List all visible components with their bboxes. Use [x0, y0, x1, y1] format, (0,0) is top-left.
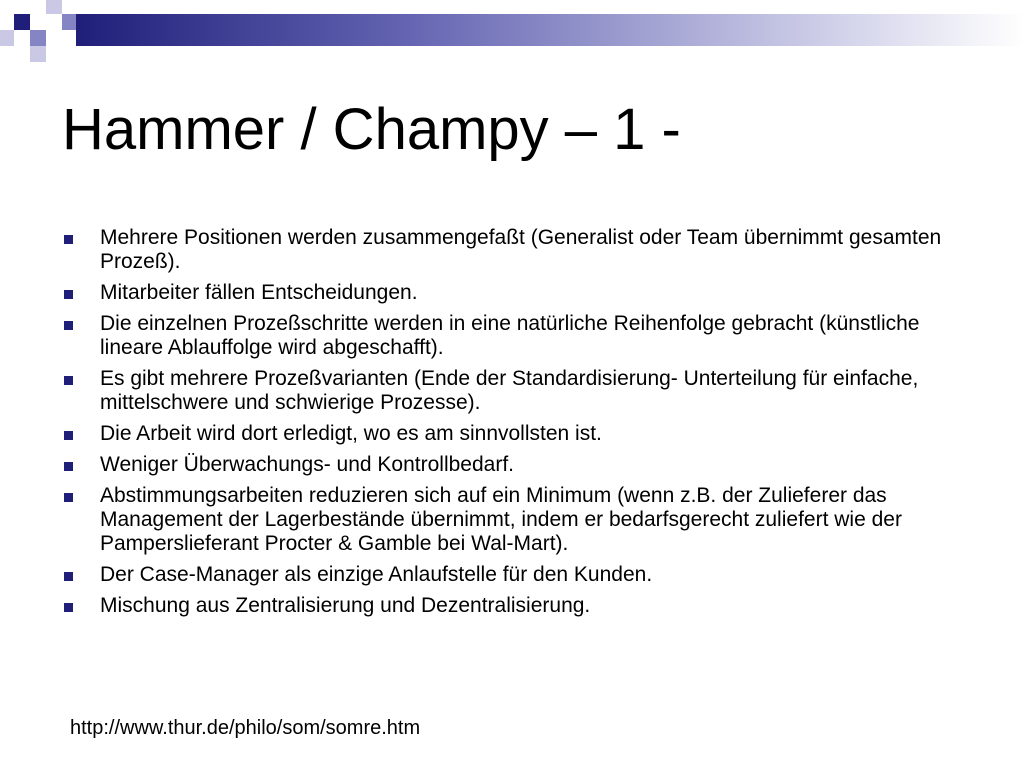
list-item-text: Der Case-Manager als einzige Anlaufstelle für den Kunden. [100, 563, 653, 586]
square-bullet-icon [64, 603, 73, 612]
list-item-text: Es gibt mehrere Prozeßvarianten (Ende der Standardisierung- Unterteilung für einfache, mittelschwere und schwierige Prozesse). [100, 367, 919, 414]
list-item [64, 484, 964, 556]
square-bullet-icon [64, 290, 73, 299]
source-link[interactable]: http://www.thur.de/philo/som/somre.htm [70, 717, 421, 739]
header-square-icon [62, 14, 76, 30]
list-item-text: Mischung aus Zentralisierung und Dezentralisierung. [100, 594, 591, 617]
slide-title: Hammer / Champy – 1 - [62, 97, 681, 162]
list-item [64, 226, 964, 274]
square-bullet-icon [64, 493, 73, 502]
list-item-text: Mitarbeiter fällen Entscheidungen. [100, 281, 418, 304]
list-item-text: Abstimmungsarbeiten reduzieren sich auf ein Minimum (wenn z.B. der Zulieferer das Management der Lagerbestände übernimmt, indem er bedarfsgerecht zuliefert wie der Pamperslieferant Procter & Gamble bei Wal-Mart). [100, 484, 902, 555]
square-bullet-icon [64, 321, 73, 330]
header-square-icon [30, 46, 46, 62]
list-item [64, 563, 964, 587]
header-square-icon [30, 30, 46, 46]
header-gradient-band [76, 14, 1024, 46]
square-bullet-icon [64, 572, 73, 581]
list-item [64, 453, 964, 477]
square-bullet-icon [64, 235, 73, 244]
list-item-text: Die Arbeit wird dort erledigt, wo es am sinnvollsten ist. [100, 422, 602, 445]
square-bullet-icon [64, 431, 73, 440]
header-square-icon [14, 14, 30, 30]
list-item [64, 594, 964, 618]
list-item-text: Weniger Überwachungs- und Kontrollbedarf. [100, 453, 515, 476]
list-item-text: Die einzelnen Prozeßschritte werden in eine natürliche Reihenfolge gebracht (künstliche lineare Ablauffolge wird abgeschafft). [100, 312, 920, 359]
list-item [64, 312, 964, 360]
header-square-icon [46, 0, 62, 14]
header-decoration [0, 0, 1024, 62]
square-bullet-icon [64, 376, 73, 385]
square-bullet-icon [64, 462, 73, 471]
list-item [64, 422, 964, 446]
list-item-text: Mehrere Positionen werden zusammengefaßt (Generalist oder Team übernimmt gesamten Prozeß). [100, 226, 942, 273]
header-square-icon [0, 30, 14, 46]
list-item [64, 281, 964, 305]
bullet-list [64, 226, 964, 625]
list-item [64, 367, 964, 415]
